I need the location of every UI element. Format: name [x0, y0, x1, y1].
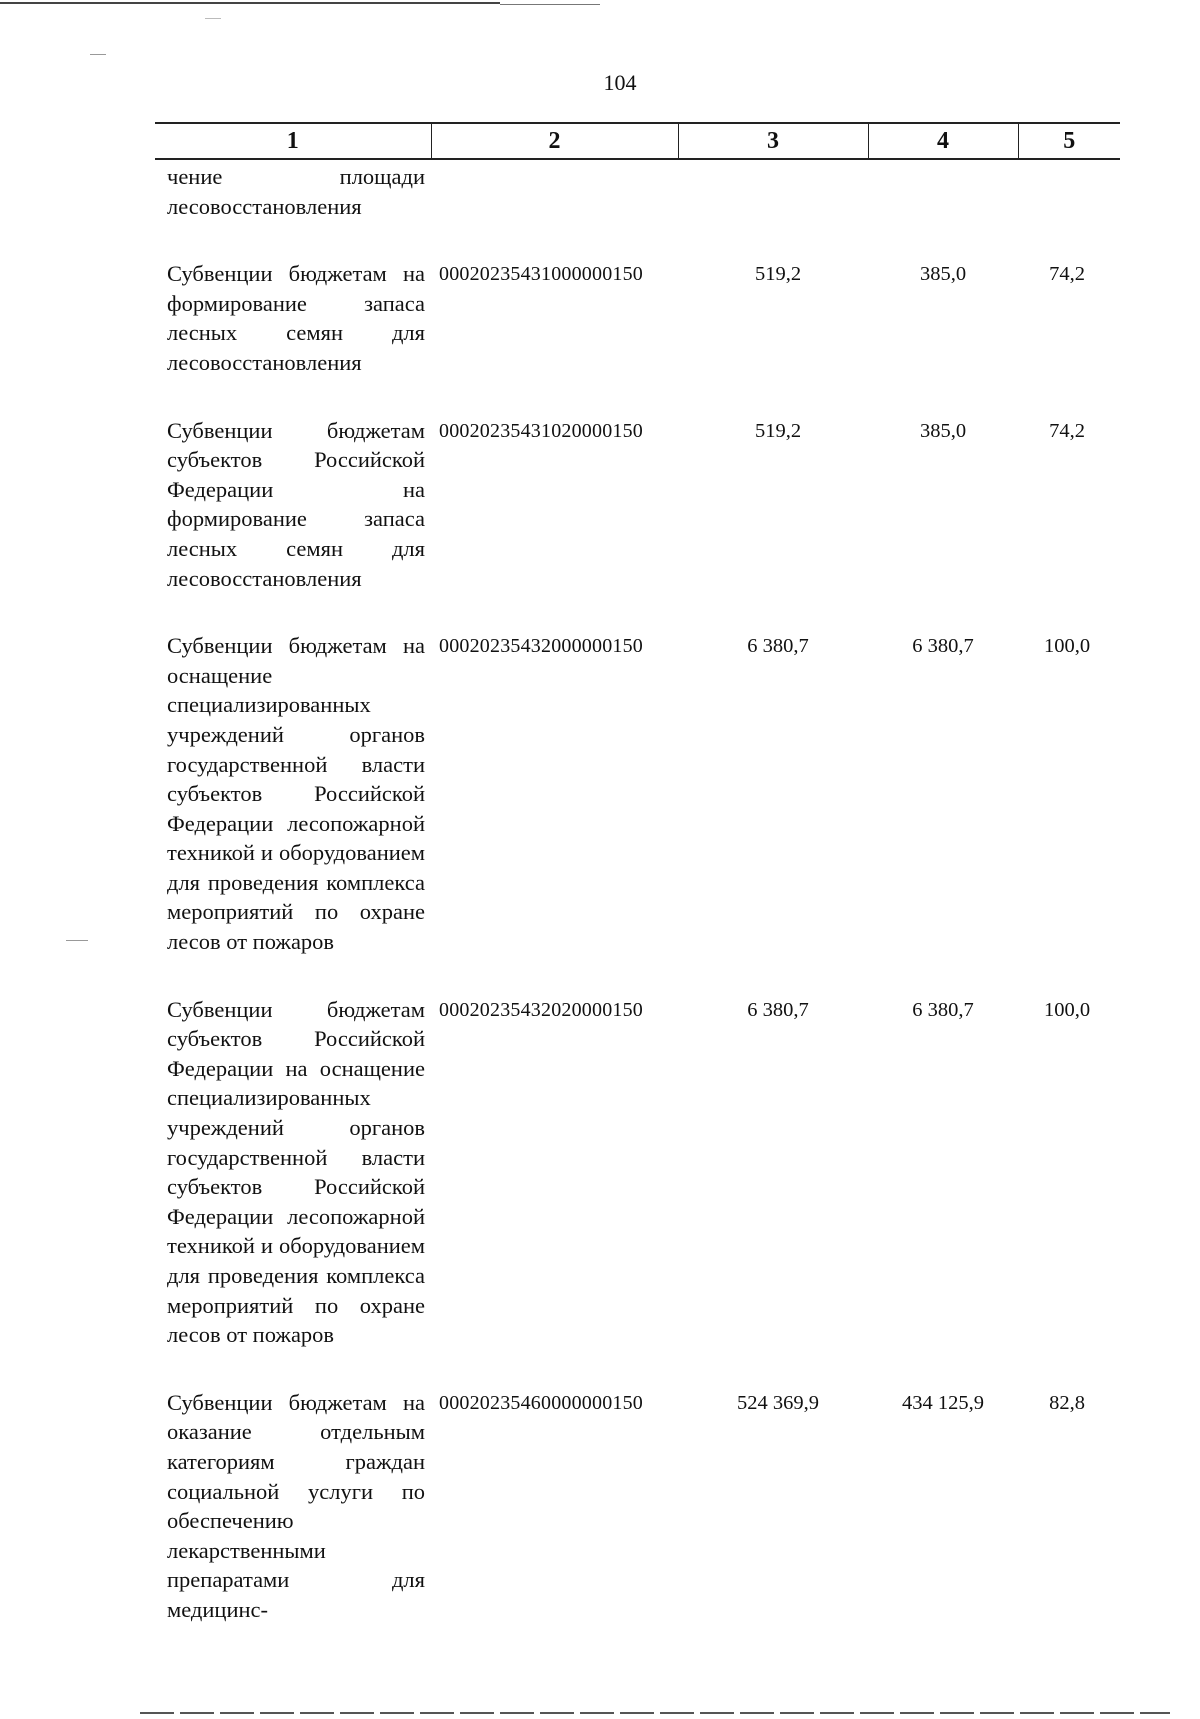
- row-description: Субвенции бюджетам на формирование запаса лесных семян для лесовосстановления: [167, 261, 425, 375]
- row-value-col5: 74,2: [1049, 419, 1085, 442]
- scan-edge-top: [0, 2, 500, 4]
- row-description: Субвенции бюджетам субъектов Российской Федерации на оснащение специализированных учреждений органов государственной власти субъектов Российской Федерации лесопожарной техникой и оборудованием для проведения комплекса мероприятий по охране лесов от пожаров: [167, 996, 425, 1348]
- row-description: Субвенции бюджетам субъектов Российской Федерации на формирование запаса лесных семян для лесовосстановления: [167, 417, 425, 591]
- row-value-col3: 519,2: [754, 263, 802, 286]
- row-code: 00020235431000000150: [439, 263, 643, 286]
- table-row: [155, 629, 1120, 957]
- row-spacer: [155, 1350, 1120, 1386]
- row-code: 00020235431020000150: [439, 419, 643, 442]
- scan-artifact: [90, 54, 106, 55]
- row-spacer: [155, 378, 1120, 414]
- page-number: 104: [603, 70, 637, 95]
- row-value-col5: [1018, 160, 1120, 166]
- header-col-5: 5: [1018, 123, 1120, 159]
- row-spacer: [155, 221, 1120, 257]
- row-value-col4: 6 380,7: [912, 998, 974, 1021]
- row-code: 00020235460000000150: [439, 1391, 643, 1414]
- table-row: [155, 257, 1120, 377]
- header-col-2: 2: [431, 123, 678, 159]
- row-description: Субвенции бюджетам на оснащение специализированных учреждений органов государственной власти субъектов Российской Федерации лесопожарной техникой и оборудованием для проведения комплекса мероприятий по охране лесов от пожаров: [167, 633, 425, 955]
- table-row: [155, 414, 1120, 594]
- row-code: 00020235432020000150: [439, 998, 643, 1021]
- row-value-col4: 385,0: [919, 263, 967, 286]
- table-row: [155, 159, 1120, 221]
- row-description: Субвенции бюджетам на оказание отдельным категориям граждан социальной услуги по обеспечению лекарственными препаратами для медицинс-: [167, 1389, 425, 1622]
- scan-artifact: [205, 18, 221, 19]
- budget-table: [155, 122, 1120, 1625]
- header-col-3: 3: [678, 123, 868, 159]
- scan-edge-top-faint: [500, 4, 600, 5]
- row-value-col5: 82,8: [1049, 1391, 1085, 1414]
- row-spacer: [155, 957, 1120, 993]
- row-value-col4: 6 380,7: [912, 635, 974, 658]
- row-value-col3: 519,2: [754, 419, 802, 442]
- row-description: чение площади лесовосстановления: [167, 164, 425, 219]
- row-code: 00020235432000000150: [439, 635, 643, 658]
- row-value-col4: [868, 160, 1018, 166]
- row-value-col5: 100,0: [1043, 998, 1091, 1021]
- row-value-col5: 74,2: [1049, 263, 1085, 286]
- row-value-col4: 385,0: [919, 419, 967, 442]
- row-value-col3: 524 369,9: [737, 1391, 819, 1414]
- header-col-4: 4: [868, 123, 1018, 159]
- scan-artifact: [66, 940, 88, 941]
- scan-edge-bottom: [140, 1712, 1170, 1714]
- row-value-col3: 6 380,7: [747, 635, 809, 658]
- table-row: [155, 1386, 1120, 1625]
- row-value-col4: 434 125,9: [902, 1391, 984, 1414]
- row-value-col3: 6 380,7: [747, 998, 809, 1021]
- header-col-1: 1: [155, 123, 431, 159]
- table-header-row: [155, 123, 1120, 159]
- row-code: [431, 160, 678, 166]
- row-spacer: [155, 593, 1120, 629]
- row-value-col5: 100,0: [1043, 635, 1091, 658]
- row-value-col3: [678, 160, 868, 166]
- table-row: [155, 993, 1120, 1350]
